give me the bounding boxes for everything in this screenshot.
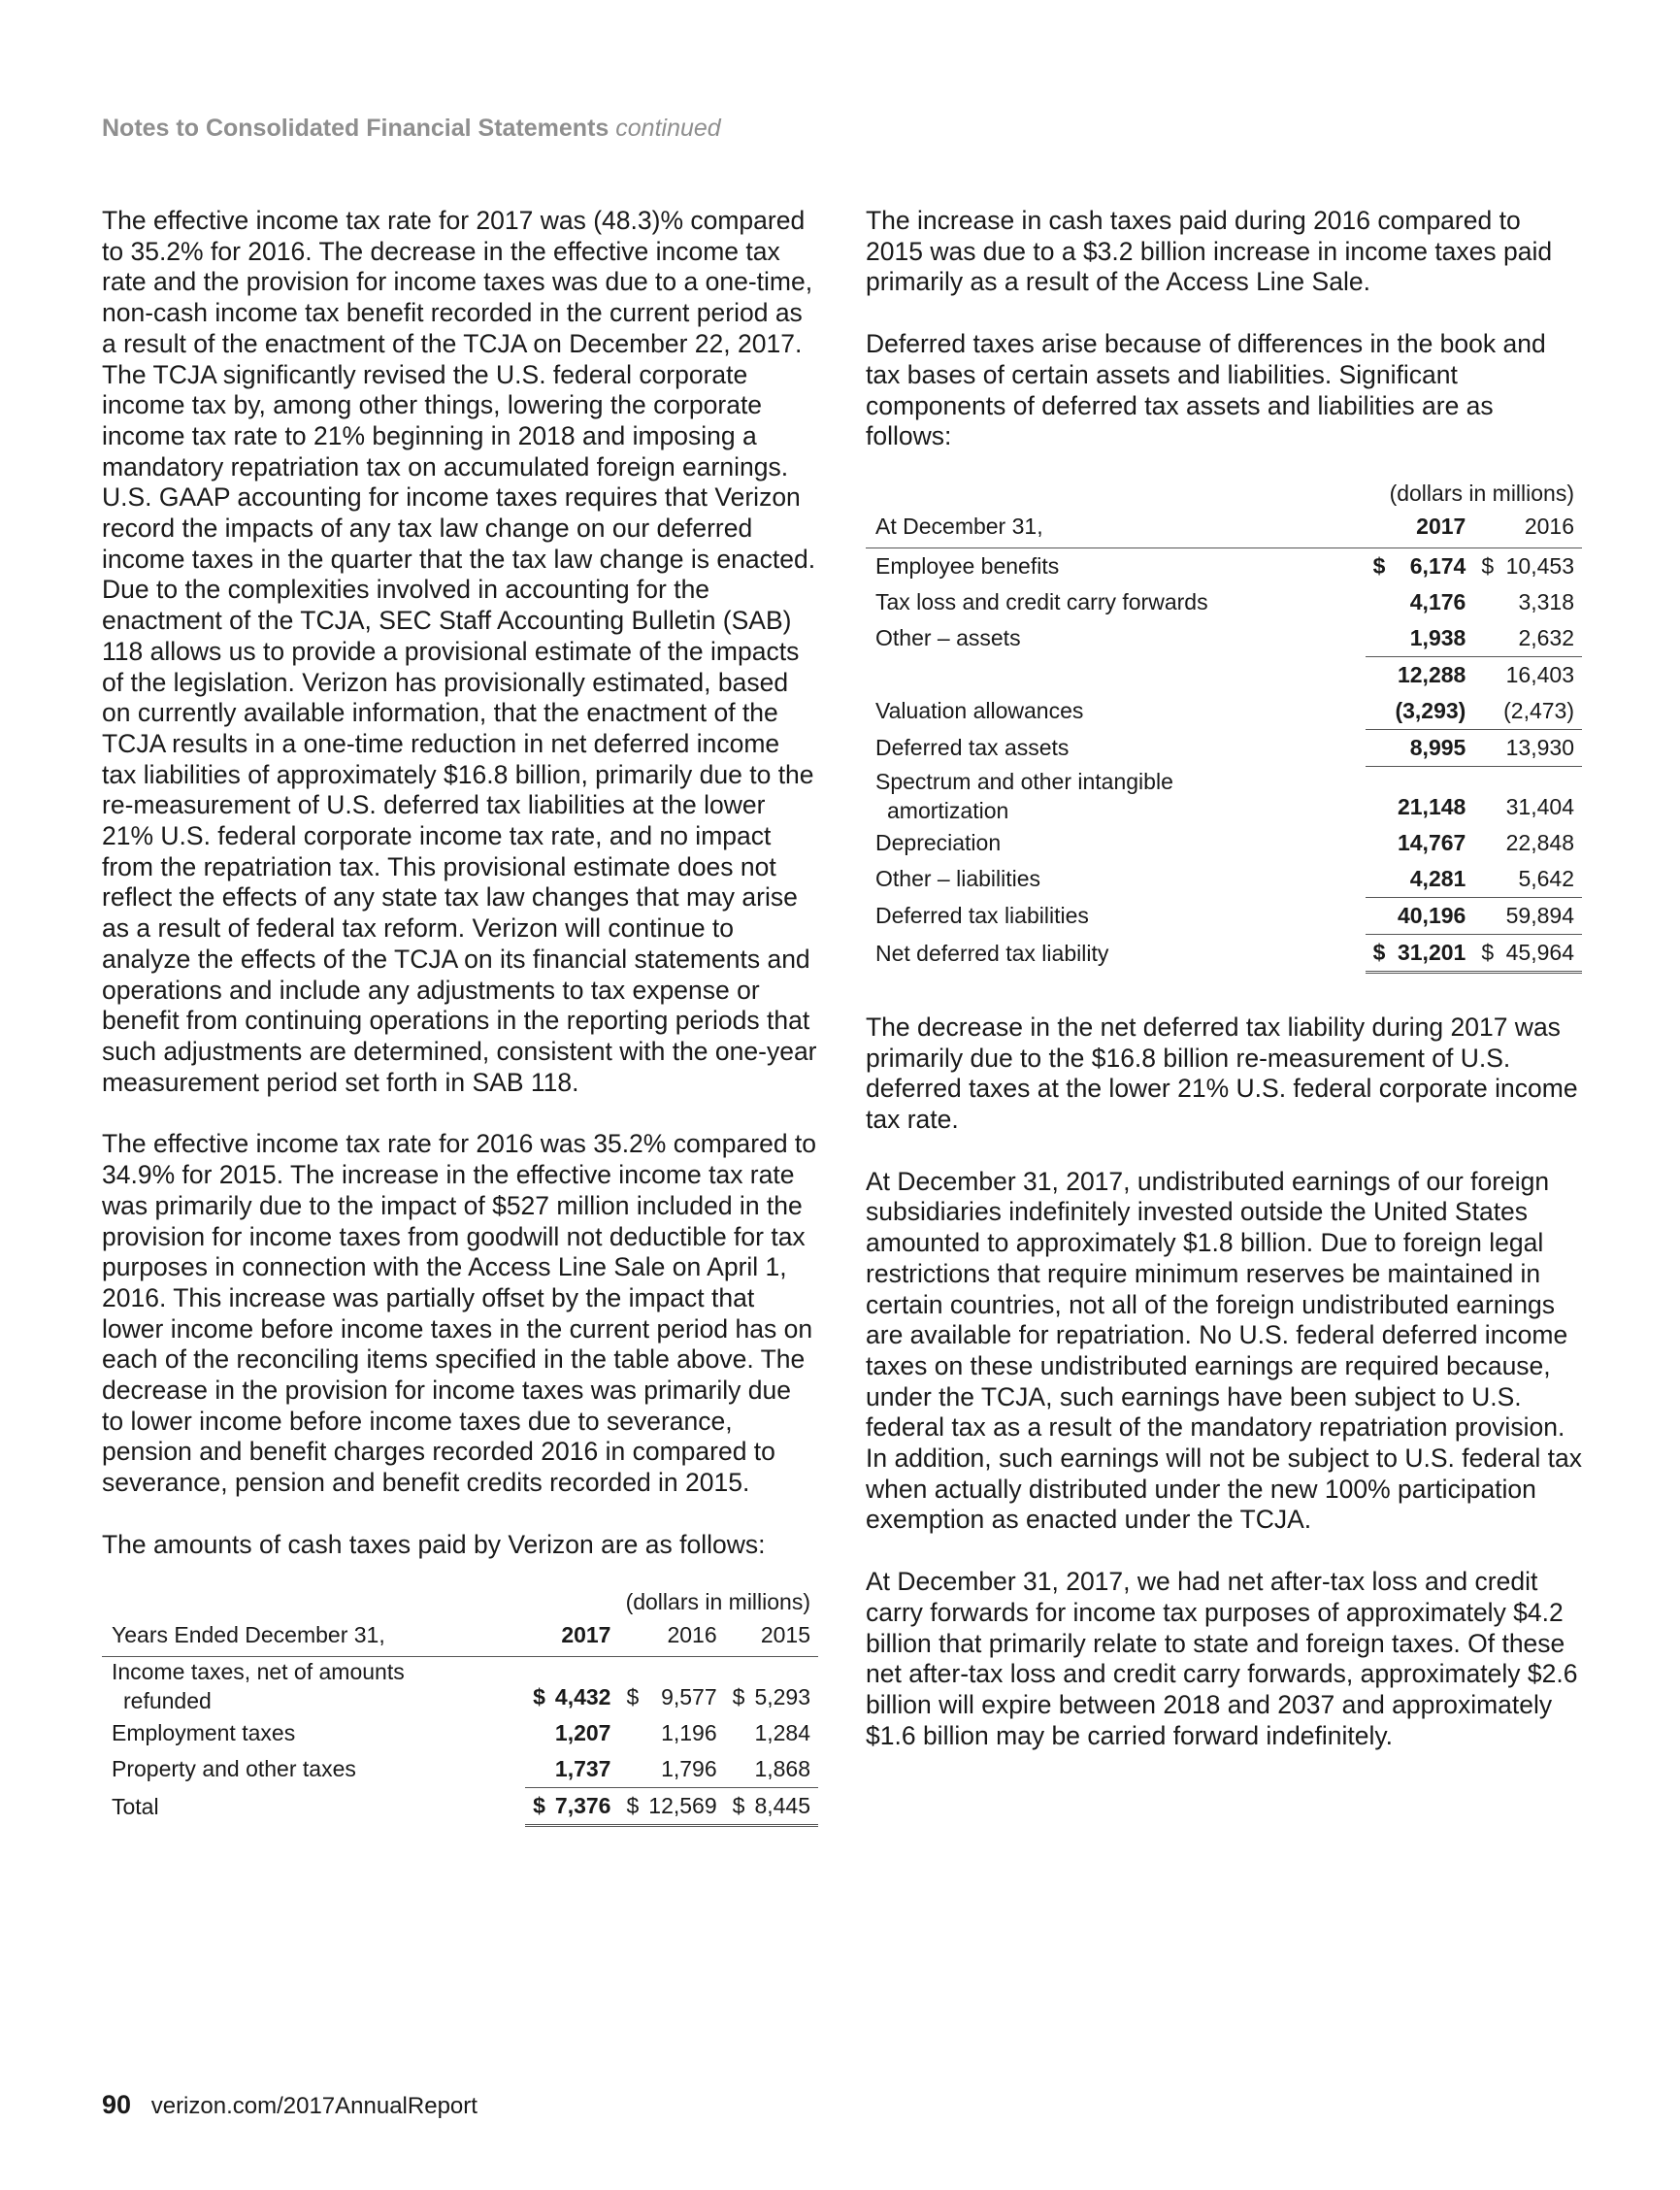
row-label: Spectrum and other intangible xyxy=(875,768,1173,794)
units-label: (dollars in millions) xyxy=(1389,480,1574,506)
row-label: Depreciation xyxy=(875,829,1002,855)
header-2015: 2015 xyxy=(746,1617,818,1657)
units-label: (dollars in millions) xyxy=(625,1588,810,1614)
header-label: At December 31, xyxy=(866,509,1366,548)
header-suffix: continued xyxy=(615,115,721,142)
value-2016: 59,894 xyxy=(1496,898,1582,935)
table-subtotal-row xyxy=(866,657,1582,693)
currency-symbol: $ xyxy=(725,1788,747,1826)
paragraph-effective-rate-2017: The effective income tax rate for 2017 was (48.3)% compared to 35.2% for 2016. The decrease in the effective income tax rate and the provision for income taxes was due to a one-time, non-cash income tax benefit recorded in the current period as a result of the enactment of the TCJA on December 22, 2017. The TCJA significantly revised the U.S. federal corporate income tax by, among other things, lowering the corporate income tax rate to 21% beginning in 2018 and imposing a mandatory repatriation tax on accumulated foreign earnings. U.S. GAAP accounting for income taxes requires that Verizon record the impacts of any tax law change on our deferred income taxes in the quarter that the tax law change is enacted. Due to the complexities involved in accounting for the enactment of the TCJA, SEC Staff Accounting Bulletin (SAB) 118 allows us to provide a provisional estimate of the impacts of the legislation. Verizon has provisionally estimated, based on currently available information, that the enactment of the TCJA results in a one-time reduction in net deferred income tax liabilities of approximately $16.8 billion, primarily due to the re-measurement of U.S. deferred tax liabilities at the lower 21% U.S. federal corporate income tax rate, and no impact from the repatriation tax. This provisional estimate does not reflect the effects of any state tax law changes that may arise as a result of federal tax reform. Verizon will continue to analyze the effects of the TCJA on its financial statements and operations and include any adjustments to tax expense or benefit from continuing operations in the reporting periods that such adjustments are determined, consistent with the one-year measurement period set forth in SAB 118. xyxy=(102,206,817,1097)
header-title: Notes to Consolidated Financial Statements xyxy=(102,115,609,142)
row-label: Net deferred tax liability xyxy=(875,941,1109,967)
table-row xyxy=(866,693,1582,730)
row-label: Tax loss and credit carry forwards xyxy=(875,588,1208,614)
value-2017: 4,281 xyxy=(1387,861,1473,898)
currency-symbol: $ xyxy=(732,1683,745,1709)
total-2017: 7,376 xyxy=(547,1788,619,1826)
value-2016: 2,632 xyxy=(1496,620,1582,657)
currency-symbol: $ xyxy=(1473,935,1496,973)
row-label: Valuation allowances xyxy=(875,698,1084,724)
value-2017: 1,207 xyxy=(554,1719,611,1745)
page-number: 90 xyxy=(102,2090,132,2119)
value-2017: 6,174 xyxy=(1409,552,1466,579)
left-column xyxy=(102,206,818,1827)
value-2017: 8,995 xyxy=(1387,730,1473,767)
deferred-taxes-table xyxy=(866,478,1582,974)
row-label: Other – liabilities xyxy=(875,866,1041,892)
paragraph-net-deferred-decrease: The decrease in the net deferred tax liability during 2017 was primarily due to the $16.8 billion re-measurement of U.S. deferred taxes at the lower 21% U.S. federal corporate income tax rate. xyxy=(866,1012,1578,1135)
footer-url: verizon.com/2017AnnualReport xyxy=(150,2093,478,2119)
row-label-continued: refunded xyxy=(123,1687,212,1713)
total-2015: 8,445 xyxy=(746,1788,818,1826)
currency-symbol: $ xyxy=(533,1683,545,1709)
row-label: Deferred tax assets xyxy=(875,735,1070,761)
value-2017: 1,938 xyxy=(1387,620,1473,657)
subtotal-2017: 12,288 xyxy=(1397,661,1466,687)
paragraph-cash-taxes-increase: The increase in cash taxes paid during 2016 compared to 2015 was due to a $3.2 billion increase in income taxes paid primarily as a result of the Access Line Sale. xyxy=(866,206,1553,297)
header-label: Years Ended December 31, xyxy=(102,1617,525,1657)
table-row xyxy=(102,1657,818,1715)
paragraph-undistributed-earnings: At December 31, 2017, undistributed earnings of our foreign subsidiaries indefinitely invested outside the United States amounted to approximately $1.8 billion. Due to foreign legal restrictions that require minimum reserves be maintained in certain countries, not all of the foreign undistributed earnings are available for repatriation. No U.S. federal deferred income taxes on these undistributed earnings are required because, under the TCJA, such earnings have been subject to U.S. federal tax as a result of the mandatory repatriation provision. In addition, such earnings will not be subject to U.S. federal tax when actually distributed under the new 100% participation exemption as enacted under the TCJA. xyxy=(866,1166,1583,1535)
value-2016: 9,577 xyxy=(661,1683,717,1709)
table-row xyxy=(102,1715,818,1751)
table-units-row xyxy=(866,478,1582,509)
header-2016: 2016 xyxy=(641,1617,724,1657)
value-2017: 14,767 xyxy=(1397,829,1466,855)
value-2015: 1,284 xyxy=(754,1719,810,1745)
table-row xyxy=(866,620,1582,657)
table-row xyxy=(866,548,1582,584)
right-column xyxy=(866,206,1582,1782)
paragraph-effective-rate-2016: The effective income tax rate for 2016 was 35.2% compared to 34.9% for 2015. The increase in the effective income tax rate was primarily due to the impact of $527 million included in the provision for income taxes from goodwill not deductible for tax purposes in connection with the Access Line Sale on April 1, 2016. This increase was partially offset by the impact that lower income before income taxes in the current period has on each of the reconciling items specified in the table above. The decrease in the provision for income taxes was primarily due to lower income before income taxes due to severance, pension and benefit charges recorded 2016 in compared to severance, pension and benefit credits recorded in 2015. xyxy=(102,1129,817,1498)
cash-taxes-table xyxy=(102,1586,818,1827)
table-row xyxy=(102,1751,818,1788)
value-2016: 22,848 xyxy=(1505,829,1574,855)
table-header-row xyxy=(102,1617,818,1657)
value-2017: 1,737 xyxy=(547,1751,619,1788)
value-2016: 5,642 xyxy=(1496,861,1582,898)
value-2016: 13,930 xyxy=(1496,730,1582,767)
currency-symbol: $ xyxy=(1372,552,1386,579)
value-2017: 40,196 xyxy=(1387,898,1473,935)
row-label: Employment taxes xyxy=(112,1719,296,1745)
table-total-row xyxy=(102,1788,818,1826)
table-row xyxy=(866,767,1582,825)
paragraph-cash-taxes-intro: The amounts of cash taxes paid by Verizon are as follows: xyxy=(102,1529,766,1559)
table-total-row xyxy=(866,935,1582,973)
value-2016: 31,404 xyxy=(1505,793,1574,819)
row-label: Employee benefits xyxy=(875,552,1060,579)
table-units-row xyxy=(102,1586,818,1617)
paragraph-deferred-taxes-intro: Deferred taxes arise because of differences in the book and tax bases of certain assets and liabilities. Significant components of deferred tax assets and liabilities are as follows: xyxy=(866,329,1546,451)
table-row xyxy=(866,584,1582,620)
currency-symbol: $ xyxy=(1481,552,1495,579)
table-header-row xyxy=(866,509,1582,548)
row-label: Deferred tax liabilities xyxy=(875,903,1089,929)
value-2016: 3,318 xyxy=(1518,588,1574,614)
table-row xyxy=(866,825,1582,861)
row-label-continued: amortization xyxy=(887,797,1009,823)
value-2016: 1,196 xyxy=(661,1719,717,1745)
row-label: Income taxes, net of amounts xyxy=(112,1658,405,1684)
page-footer xyxy=(102,2090,478,2120)
row-label: Property and other taxes xyxy=(112,1756,356,1782)
currency-symbol: $ xyxy=(618,1788,641,1826)
header-2016: 2016 xyxy=(1496,509,1582,548)
table-row xyxy=(866,898,1582,935)
subtotal-2016: 16,403 xyxy=(1505,661,1574,687)
header-2017: 2017 xyxy=(1387,509,1473,548)
value-2017: 21,148 xyxy=(1397,793,1466,819)
row-label: Other – assets xyxy=(875,625,1021,651)
table-row xyxy=(866,730,1582,767)
value-2015: 1,868 xyxy=(746,1751,818,1788)
row-label: Total xyxy=(112,1794,159,1820)
currency-symbol: $ xyxy=(1366,935,1388,973)
total-2016: 45,964 xyxy=(1496,935,1582,973)
value-2017: 4,176 xyxy=(1409,588,1466,614)
value-2016: 1,796 xyxy=(641,1751,724,1788)
currency-symbol: $ xyxy=(525,1788,547,1826)
running-header xyxy=(102,115,721,143)
header-2017: 2017 xyxy=(547,1617,619,1657)
value-2016: 10,453 xyxy=(1505,552,1574,579)
table-row xyxy=(866,861,1582,898)
value-2017: 4,432 xyxy=(554,1683,611,1709)
paragraph-loss-carryforwards: At December 31, 2017, we had net after-tax loss and credit carry forwards for income tax purposes of approximately $4.2 billion that primarily relate to state and foreign taxes. Of these net after-tax loss and credit carry forwards, approximately $2.6 billion will expire between 2018 and 2037 and approximately $1.6 billion may be carried forward indefinitely. xyxy=(866,1567,1578,1750)
total-2017: 31,201 xyxy=(1387,935,1473,973)
value-2017: (3,293) xyxy=(1387,693,1473,730)
currency-symbol: $ xyxy=(626,1683,640,1709)
value-2015: 5,293 xyxy=(754,1683,810,1709)
total-2016: 12,569 xyxy=(641,1788,724,1826)
value-2016: (2,473) xyxy=(1496,693,1582,730)
